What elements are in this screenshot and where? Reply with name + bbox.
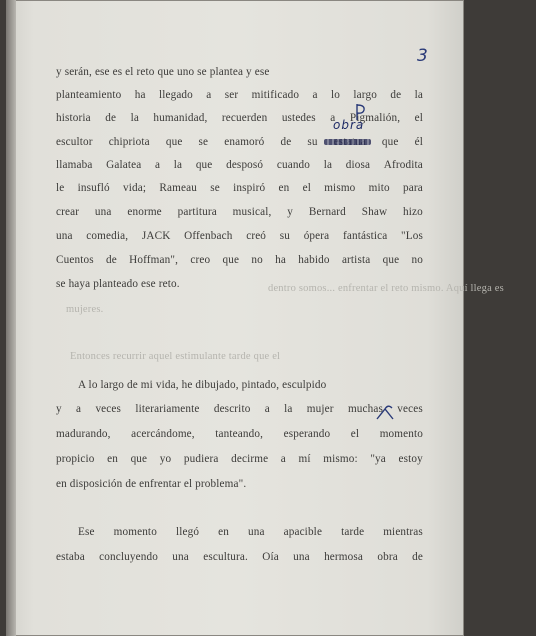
typed-page (6, 0, 504, 636)
text-line: crear una enorme partitura musical, y Bernard Shaw hizo (56, 206, 423, 218)
handwritten-insert: obra (333, 118, 365, 132)
text-line: propicio en que yo pudiera decirme a mí mismo: "ya estoy (56, 453, 423, 465)
page-edge-shadow (6, 0, 16, 636)
text-line: Ese momento llegó en una apacible tarde mientras (78, 526, 423, 538)
text-line: historia de la humanidad, recuerden ustedes a Pigmalión, el (56, 112, 423, 124)
text-line: y a veces literariamente descrito a la mujer muchas veces (56, 403, 423, 415)
handwritten-caret-icon (376, 405, 394, 421)
text-line: y serán, ese es el reto que uno se plantea y ese (56, 66, 270, 78)
text-line: le insufló vida; Rameau se inspiró en el mismo mito para (56, 182, 423, 194)
handwritten-strikethrough (324, 139, 371, 145)
text-line: Cuentos de Hoffman", creo que no ha habido artista que no (56, 254, 423, 266)
handwritten-page-number: 3 (417, 46, 428, 66)
text-line: una comedia, JACK Offenbach creó su ópera fantástica "Los (56, 230, 423, 242)
text-line: se haya planteado ese reto. (56, 278, 180, 290)
text-line: A lo largo de mi vida, he dibujado, pintado, esculpido (78, 379, 327, 391)
text-line: llamaba Galatea a la que desposó cuando la diosa Afrodita (56, 159, 423, 171)
text-line: planteamiento ha llegado a ser mitificado a lo largo de la (56, 89, 423, 101)
bleed-through-line: Entonces recurrir aquel estimulante tarde que el (70, 351, 281, 362)
text-line: estaba concluyendo una escultura. Oía una hermosa obra de (56, 551, 423, 563)
handwritten-p-correction-mark (354, 102, 366, 122)
text-line: escultor chipriota que se enamoró de su que él (56, 136, 423, 148)
bleed-through-line: dentro somos... enfrentar el reto mismo. Aquí llega es (268, 283, 504, 294)
text-line: madurando, acercándome, tanteando, esperando el momento (56, 428, 423, 440)
text-line: en disposición de enfrentar el problema". (56, 478, 247, 490)
bleed-through-line: mujeres. (66, 304, 104, 315)
